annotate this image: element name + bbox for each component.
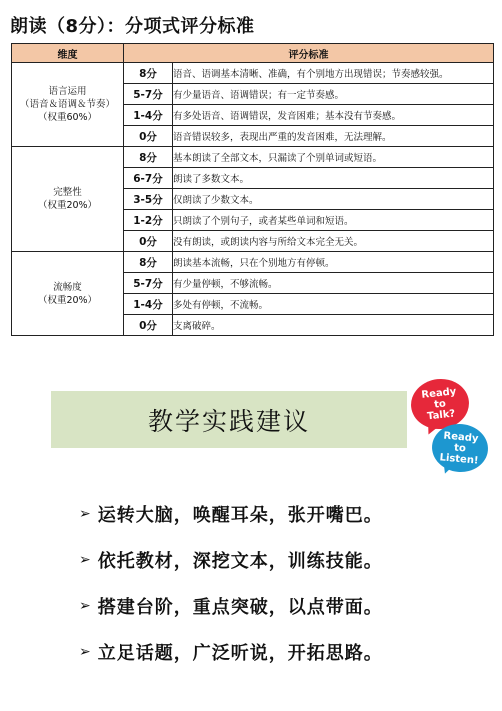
criteria-cell: 有少量语音、语调错误；有一定节奏感。 [173, 84, 494, 105]
criteria-cell: 朗读基本流畅，只在个别地方有停顿。 [173, 252, 494, 273]
teaching-practice-banner [51, 391, 407, 448]
score-cell: 1-2分 [124, 210, 173, 231]
table-row [12, 252, 494, 273]
tip-text: 依托教材，深挖文本，训练技能。 [97, 551, 383, 572]
score-cell: 3-5分 [124, 189, 173, 210]
banner-title: 教学实践建议 [147, 406, 310, 436]
score-cell: 8分 [124, 252, 173, 273]
score-cell: 6-7分 [124, 168, 173, 189]
arrow-bullet-icon: ➢ [79, 506, 92, 522]
table-header-row [12, 44, 494, 63]
dimension-label: 完整性 [53, 187, 82, 198]
criteria-cell: 有少量停顿，不够流畅。 [173, 273, 494, 294]
dimension-sub-label: （语音＆语调＆节奏） [19, 99, 115, 110]
bubble-text: Ready [420, 385, 457, 401]
bubble-text: Talk? [426, 407, 456, 422]
bubble-text: Listen! [439, 451, 479, 467]
ready-to-listen-bubble-icon [430, 422, 490, 475]
score-cell: 5-7分 [124, 273, 173, 294]
list-item [79, 491, 383, 537]
dimension-weight: （权重60%） [37, 112, 98, 123]
score-cell: 8分 [124, 63, 173, 84]
dimension-completeness [12, 147, 124, 252]
dimension-fluency [12, 252, 124, 336]
criteria-cell: 语音错误较多，表现出严重的发音困难，无法理解。 [173, 126, 494, 147]
score-cell: 1-4分 [124, 294, 173, 315]
tips-list [79, 491, 383, 675]
dimension-language-use [12, 63, 124, 147]
table-row [12, 147, 494, 168]
criteria-cell: 朗读了多数文本。 [173, 168, 494, 189]
list-item [79, 583, 383, 629]
tip-text: 运转大脑，唤醒耳朵，张开嘴巴。 [97, 505, 383, 526]
dimension-label: 流畅度 [53, 281, 82, 293]
criteria-cell: 有多处语音、语调错误，发音困难；基本没有节奏感。 [173, 105, 494, 126]
header-criteria: 评分标准 [124, 44, 494, 63]
page-title: 朗读（8分）：分项式评分标准 [10, 16, 255, 37]
dimension-weight: （权重20%） [37, 200, 98, 211]
tip-text: 立足话题，广泛听说，开拓思路。 [97, 643, 383, 664]
criteria-cell: 多处有停顿，不流畅。 [173, 294, 494, 315]
bubble-text: to [453, 442, 467, 454]
score-cell: 0分 [124, 315, 173, 336]
dimension-weight: （权重20%） [37, 294, 98, 306]
score-cell: 0分 [124, 231, 173, 252]
arrow-bullet-icon: ➢ [79, 644, 92, 660]
list-item [79, 629, 383, 675]
bubble-text: Ready [443, 430, 479, 445]
criteria-cell: 只朗读了个别句子，或者某些单词和短语。 [173, 210, 494, 231]
tip-text: 搭建台阶，重点突破，以点带面。 [97, 597, 383, 618]
criteria-cell: 没有朗读，或朗读内容与所给文本完全无关。 [173, 231, 494, 252]
list-item [79, 537, 383, 583]
criteria-cell: 仅朗读了少数文本。 [173, 189, 494, 210]
score-cell: 8分 [124, 147, 173, 168]
score-cell: 0分 [124, 126, 173, 147]
score-cell: 5-7分 [124, 84, 173, 105]
criteria-cell: 基本朗读了全部文本，只漏读了个别单词或短语。 [173, 147, 494, 168]
header-dimension: 维度 [12, 44, 124, 63]
dimension-label: 语言运用 [48, 86, 87, 97]
bubble-text: to [433, 397, 447, 411]
scoring-rubric-table [11, 43, 494, 336]
arrow-bullet-icon: ➢ [79, 552, 92, 568]
criteria-cell: 语音、语调基本清晰、准确，有个别地方出现错误；节奏感较强。 [173, 63, 494, 84]
table-row [12, 63, 494, 84]
criteria-cell: 支离破碎。 [173, 315, 494, 336]
score-cell: 1-4分 [124, 105, 173, 126]
arrow-bullet-icon: ➢ [79, 598, 92, 614]
